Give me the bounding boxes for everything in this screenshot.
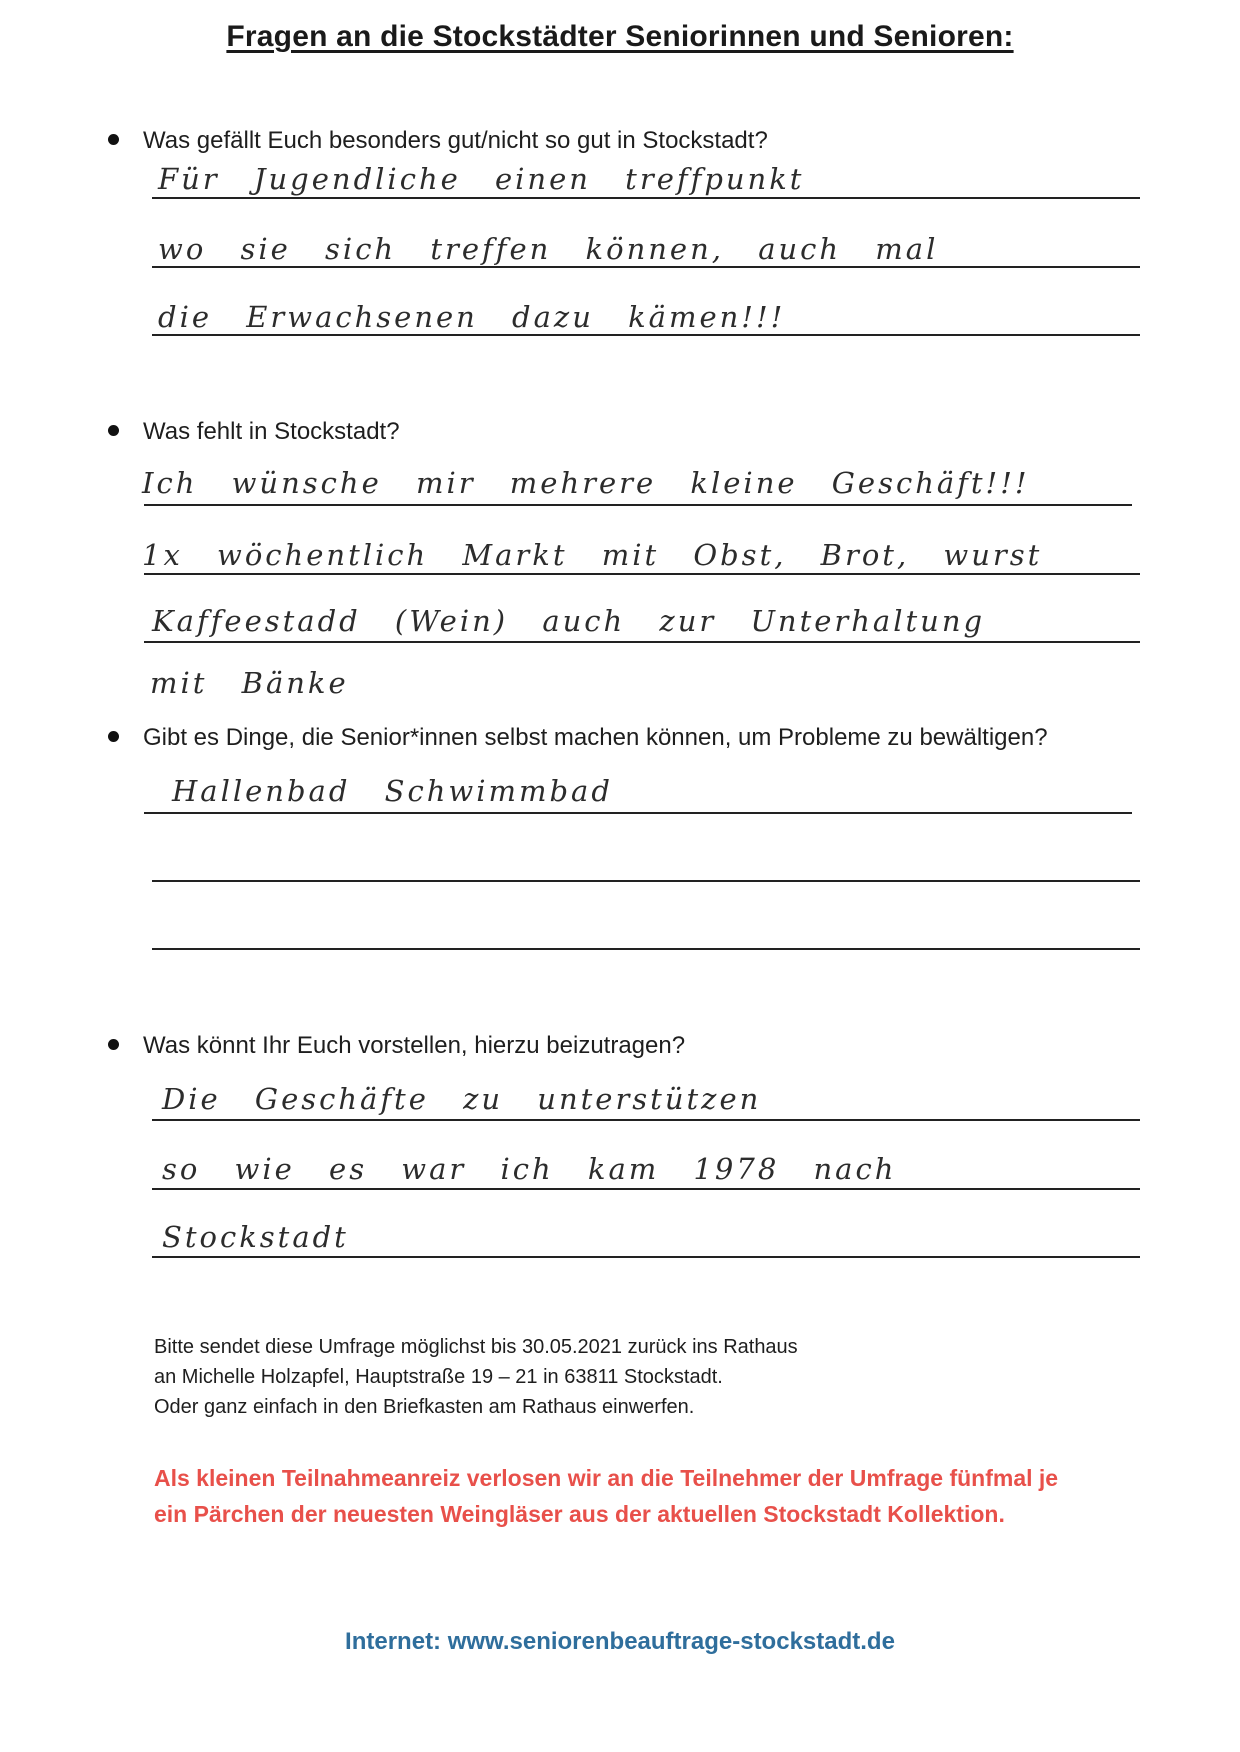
bullet-icon: [108, 731, 119, 742]
bullet-icon: [108, 425, 119, 436]
answer-2-line-2: 1x wöchentlich Markt mit Obst, Brot, wurst: [142, 538, 1043, 572]
return-instructions-line: Oder ganz einfach in den Briefkasten am Rathaus einwerfen.: [154, 1396, 695, 1418]
question-3: [108, 724, 1048, 752]
return-instructions-line: Bitte sendet diese Umfrage möglichst bis 30.05.2021 zurück ins Rathaus: [154, 1336, 798, 1358]
bullet-icon: [108, 1039, 119, 1050]
answer-line: [152, 266, 1140, 268]
page-title: Fragen an die Stockstädter Seniorinnen und Senioren:: [226, 20, 1014, 53]
question-4-text: Was könnt Ihr Euch vorstellen, hierzu beizutragen?: [143, 1032, 686, 1059]
answer-1-line-1: Für Jugendliche einen treffpunkt: [158, 162, 805, 196]
prize-notice-line: Als kleinen Teilnahmeanreiz verlosen wir an die Teilnehmer der Umfrage fünfmal je: [154, 1465, 1059, 1491]
answer-line: [144, 641, 1140, 643]
answer-line: [144, 504, 1132, 506]
answer-line: [152, 1119, 1140, 1121]
return-instructions-line: an Michelle Holzapfel, Hauptstraße 19 – 21 in 63811 Stockstadt.: [154, 1366, 723, 1388]
answer-2-line-4: mit Bänke: [150, 666, 349, 700]
answer-line: [144, 573, 1140, 575]
answer-1-line-2: wo sie sich treffen können, auch mal: [158, 232, 939, 266]
question-1: [108, 127, 768, 155]
question-1-text: Was gefällt Euch besonders gut/nicht so gut in Stockstadt?: [143, 127, 768, 154]
website-link[interactable]: Internet: www.seniorenbeauftrage-stockstadt.de: [345, 1628, 895, 1655]
answer-line: [144, 812, 1132, 814]
question-2-text: Was fehlt in Stockstadt?: [143, 418, 400, 445]
answer-line: [152, 1188, 1140, 1190]
answer-line: [152, 197, 1140, 199]
answer-4-line-2: so wie es war ich kam 1978 nach: [162, 1152, 897, 1186]
question-4: [108, 1032, 685, 1060]
answer-line: [152, 880, 1140, 882]
answer-4-line-1: Die Geschäfte zu unterstützen: [162, 1082, 762, 1116]
bullet-icon: [108, 134, 119, 145]
answer-line: [152, 1256, 1140, 1258]
answer-2-line-3: Kaffeestadd (Wein) auch zur Unterhaltung: [152, 604, 986, 638]
answer-2-line-1: Ich wünsche mir mehrere kleine Geschäft!!!: [142, 466, 1030, 500]
question-2: [108, 418, 400, 446]
answer-1-line-3: die Erwachsenen dazu kämen!!!: [158, 300, 786, 334]
answer-line: [152, 948, 1140, 950]
answer-4-line-3: Stockstadt: [162, 1220, 349, 1254]
prize-notice-line: ein Pärchen der neuesten Weingläser aus der aktuellen Stockstadt Kollektion.: [154, 1501, 1005, 1527]
return-instructions: [154, 1332, 798, 1422]
prize-notice: [154, 1460, 1058, 1532]
answer-line: [152, 334, 1140, 336]
question-3-text: Gibt es Dinge, die Senior*innen selbst machen können, um Probleme zu bewältigen?: [143, 724, 1048, 751]
answer-3-line-1: Hallenbad Schwimmbad: [172, 774, 613, 808]
